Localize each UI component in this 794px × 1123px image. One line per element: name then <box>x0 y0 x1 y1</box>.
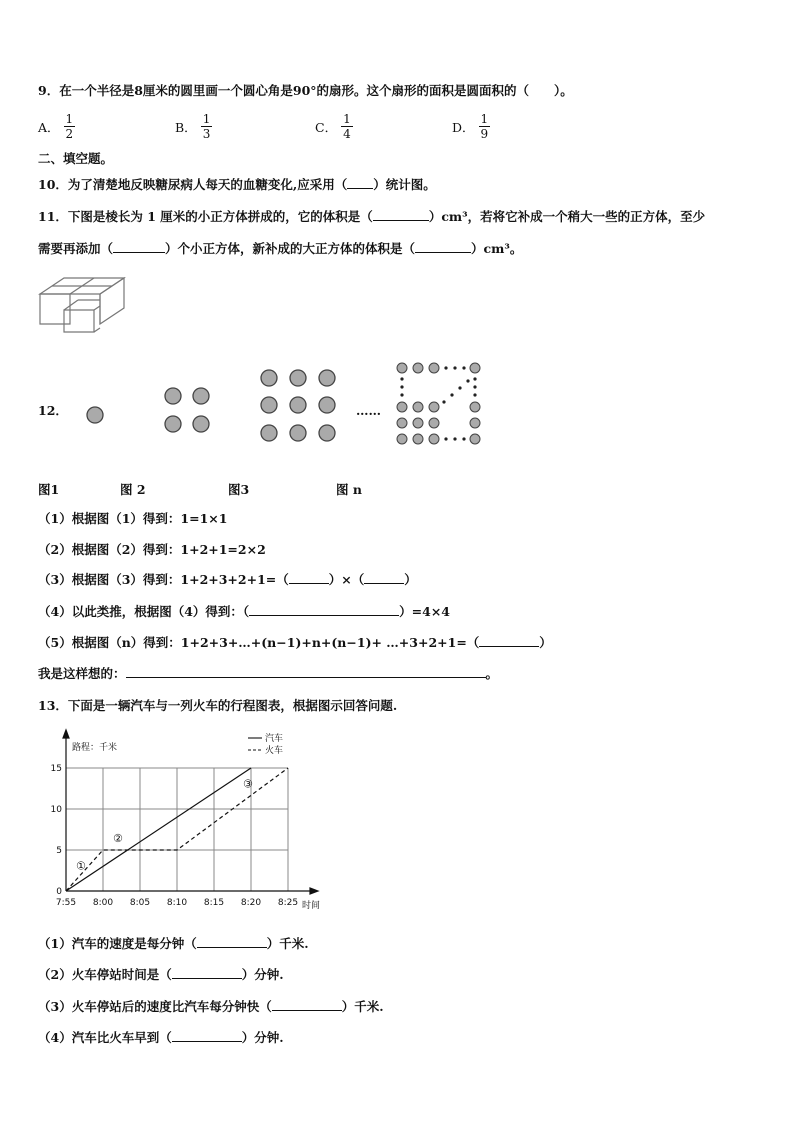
fraction: $\frac{1}{4}$ <box>343 112 351 141</box>
fraction: $\frac{1}{3}$ <box>202 112 211 141</box>
q11-line1: 11．下图是棱长为 1 厘米的小正方体拼成的，它的体积是（ ）cm³，若将它补成一个稍大一些的正方体，至少 <box>38 209 706 224</box>
x-axis-label: 时间 <box>302 901 321 911</box>
fraction: $\frac{1}{9}$ <box>480 112 489 141</box>
series-line <box>66 768 251 891</box>
q12-step4: （4）以此类推，根据图（4）得到：（ ）=4×4 <box>38 604 450 619</box>
answer-blank[interactable] <box>197 935 267 948</box>
x-tick-label: 8:10 <box>166 898 188 908</box>
y-tick-label: 15 <box>50 764 62 774</box>
q9-option-d[interactable]: D． $\frac{1}{9}$ <box>452 112 489 141</box>
q9-option-a[interactable]: A． $\frac{1}{2}$ <box>38 112 74 141</box>
section-heading: 二、填空题。 <box>38 151 114 166</box>
figure-label: 图 n <box>336 482 362 497</box>
dot <box>290 370 306 386</box>
x-tick-label: 8:25 <box>277 898 299 908</box>
dot <box>261 397 277 413</box>
q9-option-b[interactable]: B． $\frac{1}{3}$ <box>175 112 211 141</box>
legend-label: 火车 <box>265 746 284 756</box>
x-tick-label: 8:20 <box>240 898 262 908</box>
q13-part4: （4）汽车比火车早到（ ）分钟. <box>38 1030 284 1045</box>
answer-blank[interactable] <box>373 208 429 221</box>
q13-part3: （3）火车停站后的速度比汽车每分钟快（ ）千米. <box>38 999 384 1014</box>
dot <box>165 416 181 432</box>
x-tick-label: 8:00 <box>92 898 114 908</box>
annotation-label: ① <box>76 859 86 873</box>
q10-text: 10．为了清楚地反映糖尿病人每天的血糖变化,应采用（ ）统计图。 <box>38 177 436 192</box>
answer-blank[interactable] <box>272 998 342 1011</box>
q12-think: 我是这样想的： 。 <box>38 666 499 681</box>
answer-blank[interactable] <box>289 571 329 584</box>
q9-option-c[interactable]: C． $\frac{1}{4}$ <box>315 112 351 141</box>
answer-blank[interactable] <box>172 966 242 979</box>
travel-chart <box>30 728 350 914</box>
q13-part2: （2）火车停站时间是（ ）分钟. <box>38 967 284 982</box>
figure-label: 图1 <box>38 482 60 497</box>
answer-blank[interactable] <box>415 240 471 253</box>
figure-label: 图 2 <box>120 482 146 497</box>
figure-label: 图3 <box>228 482 250 497</box>
cube-figure <box>38 270 133 336</box>
dot <box>165 388 181 404</box>
y-axis-label: 路程：千米 <box>72 743 118 753</box>
q12-step2: （2）根据图（2）得到：1+2+1=2×2 <box>38 542 266 557</box>
dot <box>261 370 277 386</box>
y-tick-label: 10 <box>50 805 62 815</box>
x-tick-label: 8:05 <box>129 898 151 908</box>
q11-line2: 需要再添加（ ）个小正方体，新补成的大正方体的体积是（ ）cm³。 <box>38 241 523 256</box>
annotation-label: ② <box>113 831 123 845</box>
dot <box>193 416 209 432</box>
annotation-label: ③ <box>243 777 253 791</box>
dot <box>193 388 209 404</box>
answer-blank[interactable] <box>126 665 486 678</box>
dot <box>87 407 103 423</box>
y-tick-label: 5 <box>56 846 62 856</box>
x-tick-label: 7:55 <box>55 898 77 908</box>
q12-step1: （1）根据图（1）得到：1=1×1 <box>38 511 228 526</box>
q9-text: 9．在一个半径是8厘米的圆里画一个圆心角是90°的扇形。这个扇形的面积是圆面积的（ ）。 <box>38 83 573 98</box>
y-tick-label: 0 <box>56 887 62 897</box>
dot <box>290 425 306 441</box>
answer-blank[interactable] <box>172 1029 242 1042</box>
q12-step3: （3）根据图（3）得到：1+2+3+2+1=（ ）×（ ） <box>38 572 417 587</box>
legend-label: 汽车 <box>265 734 284 744</box>
dot <box>319 370 335 386</box>
answer-blank[interactable] <box>479 634 539 647</box>
fraction: $\frac{1}{2}$ <box>65 112 74 141</box>
dot <box>319 397 335 413</box>
x-axis-arrow <box>310 888 318 894</box>
dot <box>319 425 335 441</box>
q13-title: 13．下面是一辆汽车与一列火车的行程图表，根据图示回答问题. <box>38 698 398 713</box>
q12-step5: （5）根据图（n）得到：1+2+3+…+(n−1)+n+(n−1)+ …+3+2+1=（ ） <box>38 635 552 650</box>
q12-number: 12． <box>38 403 68 418</box>
answer-blank[interactable] <box>364 571 404 584</box>
dot <box>290 397 306 413</box>
y-axis-arrow <box>63 730 69 738</box>
ellipsis: …… <box>356 403 381 418</box>
answer-blank[interactable] <box>347 176 373 189</box>
answer-blank[interactable] <box>113 240 165 253</box>
answer-blank[interactable] <box>249 603 399 616</box>
dot-pattern-figures <box>80 362 500 452</box>
x-tick-label: 8:15 <box>203 898 225 908</box>
q13-part1: （1）汽车的速度是每分钟（ ）千米. <box>38 936 309 951</box>
dot <box>261 425 277 441</box>
